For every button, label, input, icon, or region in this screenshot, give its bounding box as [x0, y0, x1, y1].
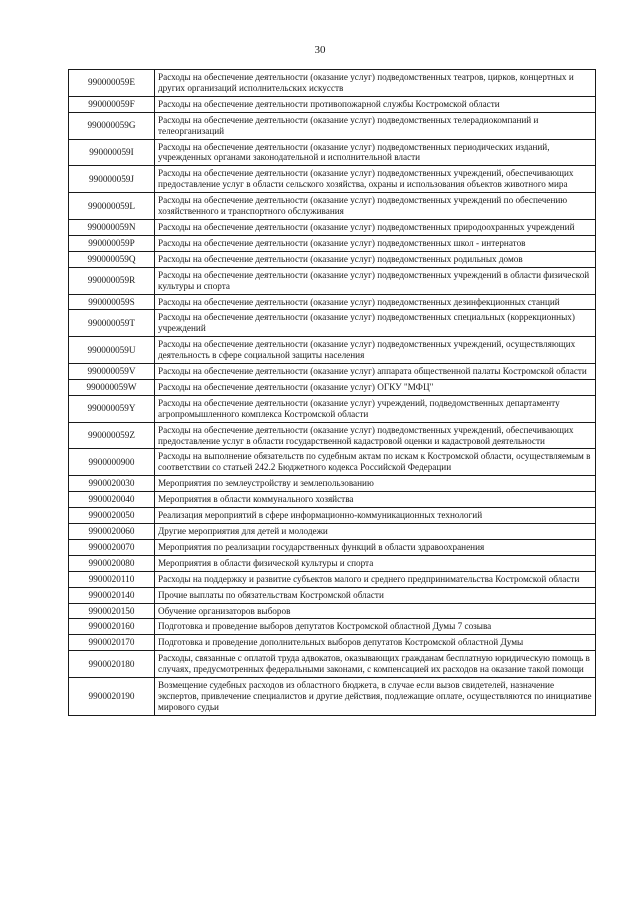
row-code: 990000059Z: [69, 422, 155, 449]
row-code: 9900020070: [69, 539, 155, 555]
row-code: 990000059I: [69, 139, 155, 166]
row-code: 9900020050: [69, 508, 155, 524]
row-description: Расходы на обеспечение деятельности (оказание услуг) подведомственных специальных (коррекционных) учреждений: [155, 310, 596, 337]
table-row: [69, 193, 596, 220]
row-code: 990000059W: [69, 379, 155, 395]
row-description: Расходы на обеспечение деятельности (оказание услуг) подведомственных учреждений, обеспечивающих предоставление услуг в области государственной кадастровой оценки и кадастровой деятельности: [155, 422, 596, 449]
row-code: 990000059S: [69, 294, 155, 310]
table-row: [69, 678, 596, 716]
table-row: [69, 449, 596, 476]
table-row: [69, 337, 596, 364]
table-row: [69, 139, 596, 166]
row-code: 9900020110: [69, 571, 155, 587]
row-code: 990000059R: [69, 267, 155, 294]
row-code: 990000059Y: [69, 395, 155, 422]
table-row: [69, 635, 596, 651]
row-description: Расходы на обеспечение деятельности (оказание услуг) подведомственных периодических изданий, учрежденных органами законодательной и исполнительной власти: [155, 139, 596, 166]
table-row: [69, 492, 596, 508]
row-description: Расходы на обеспечение деятельности (оказание услуг) подведомственных учреждений, обеспечивающих предоставление услуг в области сельского хозяйства, охраны и использования объектов животного мира: [155, 166, 596, 193]
row-code: 9900020150: [69, 603, 155, 619]
row-code: 9900020030: [69, 476, 155, 492]
row-description: Расходы на обеспечение деятельности (оказание услуг) ОГКУ "МФЦ": [155, 379, 596, 395]
table-row: [69, 219, 596, 235]
table-row: [69, 555, 596, 571]
row-code: 9900020140: [69, 587, 155, 603]
row-code: 9900020170: [69, 635, 155, 651]
row-description: Реализация мероприятий в сфере информационно-коммуникационных технологий: [155, 508, 596, 524]
table-body: [69, 70, 596, 716]
row-description: Расходы на обеспечение деятельности (оказание услуг) подведомственных учреждений по обеспечению хозяйственного и транспортного обслуживания: [155, 193, 596, 220]
table-row: [69, 251, 596, 267]
row-description: Мероприятия в области коммунального хозяйства: [155, 492, 596, 508]
row-code: 9900020040: [69, 492, 155, 508]
row-description: Мероприятия по реализации государственных функций в области здравоохранения: [155, 539, 596, 555]
table-row: [69, 587, 596, 603]
row-description: Прочие выплаты по обязательствам Костромской области: [155, 587, 596, 603]
row-code: 9900020060: [69, 524, 155, 540]
table-row: [69, 166, 596, 193]
table-row: [69, 96, 596, 112]
table-row: [69, 235, 596, 251]
row-code: 990000059L: [69, 193, 155, 220]
row-description: Другие мероприятия для детей и молодежи: [155, 524, 596, 540]
row-description: Расходы на обеспечение деятельности (оказание услуг) подведомственных школ - интернатов: [155, 235, 596, 251]
row-description: Расходы на обеспечение деятельности противопожарной службы Костромской области: [155, 96, 596, 112]
row-description: Возмещение судебных расходов из областного бюджета, в случае если вызов свидетелей, назначение экспертов, привлечение специалистов и другие действия, подлежащие оплате, осуществляются по инициативе мирового судьи: [155, 678, 596, 716]
row-description: Расходы, связанные с оплатой труда адвокатов, оказывающих гражданам бесплатную юридическую помощь в случаях, предусмотренных федеральными законами, с компенсацией их расходов на оказание такой помощи: [155, 651, 596, 678]
row-code: 990000059N: [69, 219, 155, 235]
row-code: 990000059G: [69, 112, 155, 139]
table-row: [69, 476, 596, 492]
budget-codes-table: [68, 69, 596, 716]
row-code: 990000059T: [69, 310, 155, 337]
table-row: [69, 379, 596, 395]
row-description: Мероприятия в области физической культуры и спорта: [155, 555, 596, 571]
row-description: Расходы на обеспечение деятельности (оказание услуг) подведомственных учреждений, осуществляющих деятельность в сфере социальной защиты населения: [155, 337, 596, 364]
table-row: [69, 619, 596, 635]
table-row: [69, 310, 596, 337]
table-row: [69, 364, 596, 380]
row-description: Расходы на поддержку и развитие субъектов малого и среднего предпринимательства Костромской области: [155, 571, 596, 587]
row-code: 9900000900: [69, 449, 155, 476]
row-code: 9900020180: [69, 651, 155, 678]
table-row: [69, 539, 596, 555]
table-row: [69, 112, 596, 139]
row-description: Расходы на выполнение обязательств по судебным актам по искам к Костромской области, осуществляемым в соответствии со статьей 242.2 Бюджетного кодекса Российской Федерации: [155, 449, 596, 476]
table-row: [69, 603, 596, 619]
row-code: 990000059F: [69, 96, 155, 112]
table-row: [69, 422, 596, 449]
row-description: Расходы на обеспечение деятельности (оказание услуг) подведомственных дезинфекционных станций: [155, 294, 596, 310]
row-description: Расходы на обеспечение деятельности (оказание услуг) подведомственных телерадиокомпаний и телеорганизаций: [155, 112, 596, 139]
row-description: Расходы на обеспечение деятельности (оказание услуг) учреждений, подведомственных департаменту агропромышленного комплекса Костромской области: [155, 395, 596, 422]
row-code: 9900020190: [69, 678, 155, 716]
table-row: [69, 524, 596, 540]
table-row: [69, 571, 596, 587]
row-code: 990000059J: [69, 166, 155, 193]
table-row: [69, 267, 596, 294]
table-row: [69, 651, 596, 678]
row-description: Расходы на обеспечение деятельности (оказание услуг) подведомственных театров, цирков, концертных и других организаций исполнительских искусств: [155, 70, 596, 97]
table-row: [69, 508, 596, 524]
row-description: Расходы на обеспечение деятельности (оказание услуг) подведомственных родильных домов: [155, 251, 596, 267]
row-description: Расходы на обеспечение деятельности (оказание услуг) подведомственных учреждений в области физической культуры и спорта: [155, 267, 596, 294]
row-description: Подготовка и проведение дополнительных выборов депутатов Костромской областной Думы: [155, 635, 596, 651]
row-description: Обучение организаторов выборов: [155, 603, 596, 619]
table-row: [69, 70, 596, 97]
row-description: Мероприятия по землеустройству и землепользованию: [155, 476, 596, 492]
row-code: 9900020160: [69, 619, 155, 635]
row-description: Расходы на обеспечение деятельности (оказание услуг) аппарата общественной палаты Костромской области: [155, 364, 596, 380]
row-code: 990000059V: [69, 364, 155, 380]
row-code: 9900020080: [69, 555, 155, 571]
table-row: [69, 395, 596, 422]
page-number: 30: [314, 44, 326, 56]
row-description: Расходы на обеспечение деятельности (оказание услуг) подведомственных природоохранных учреждений: [155, 219, 596, 235]
row-code: 990000059P: [69, 235, 155, 251]
row-code: 990000059E: [69, 70, 155, 97]
row-code: 990000059U: [69, 337, 155, 364]
table-row: [69, 294, 596, 310]
row-description: Подготовка и проведение выборов депутатов Костромской областной Думы 7 созыва: [155, 619, 596, 635]
row-code: 990000059Q: [69, 251, 155, 267]
